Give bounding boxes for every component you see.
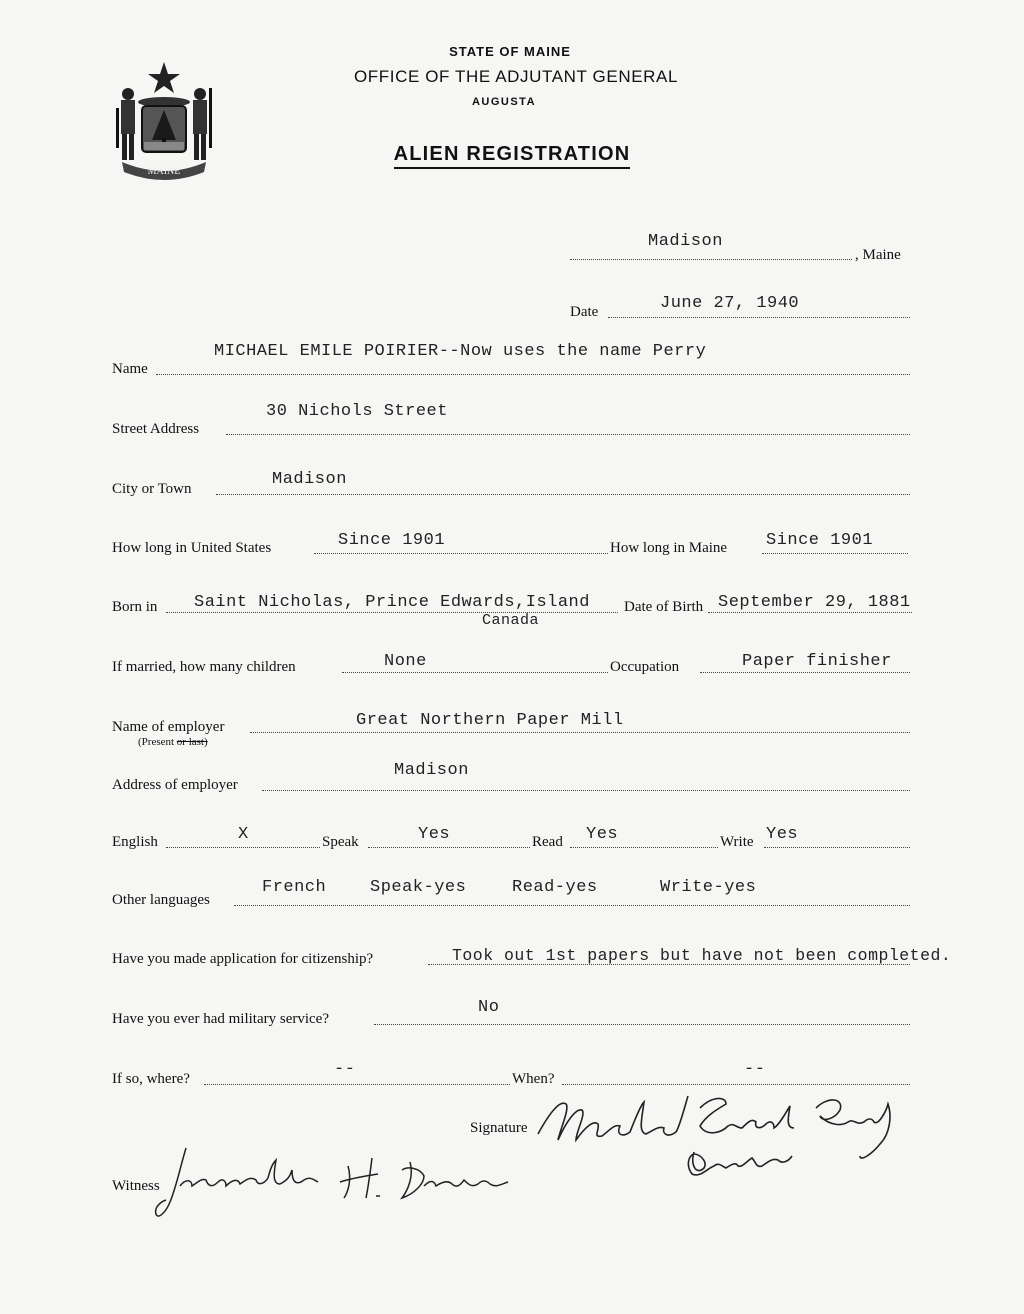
when-value: -- <box>744 1060 766 1079</box>
when-label: When? <box>512 1071 555 1087</box>
us-value: Since 1901 <box>338 531 446 550</box>
employer-label: Name of employer <box>112 719 225 735</box>
city-value: Madison <box>272 470 347 489</box>
children-line <box>342 672 608 673</box>
other-lang-value: French <box>262 878 327 897</box>
born-line <box>166 612 618 613</box>
military-line <box>374 1024 910 1025</box>
maine-label: How long in Maine <box>610 540 728 556</box>
read-value: Yes <box>586 825 619 844</box>
other-lang-read: Read-yes <box>512 878 598 897</box>
emp-address-line <box>262 790 910 791</box>
write-label: Write <box>720 834 754 850</box>
street-label: Street Address <box>112 421 200 437</box>
svg-text:MAINE: MAINE <box>147 166 181 177</box>
military-value: No <box>478 998 500 1017</box>
children-value: None <box>384 652 427 671</box>
write-value: Yes <box>766 825 799 844</box>
other-lang-label: Other languages <box>112 892 210 908</box>
citizenship-label: Have you made application for citizenship? <box>112 951 374 967</box>
name-label: Name <box>112 361 148 377</box>
dob-value: September 29, 1881 <box>718 593 911 612</box>
us-label: How long in United States <box>112 540 272 556</box>
occupation-value: Paper finisher <box>742 652 892 671</box>
city-label: City or Town <box>112 481 192 497</box>
employer-sublabel-struck: or last) <box>176 736 208 748</box>
date-line <box>608 317 910 318</box>
citizenship-value: Took out 1st papers but have not been completed. <box>452 946 952 965</box>
us-line <box>314 553 608 554</box>
witness-label: Witness <box>112 1178 160 1194</box>
place-value: Madison <box>648 232 723 251</box>
where-label: If so, where? <box>112 1071 190 1087</box>
where-value: -- <box>334 1060 356 1079</box>
dob-label: Date of Birth <box>624 599 704 615</box>
place-suffix: , Maine <box>855 247 901 263</box>
english-label: English <box>112 834 158 850</box>
emp-address-value: Madison <box>394 761 469 780</box>
header-state: STATE OF MAINE <box>449 44 571 59</box>
speak-label: Speak <box>322 834 359 850</box>
employer-sublabel: (Present or last) <box>138 736 208 748</box>
header-city: AUGUSTA <box>471 96 537 108</box>
english-line <box>166 847 320 848</box>
other-lang-line <box>234 905 910 906</box>
employer-value: Great Northern Paper Mill <box>356 711 624 730</box>
emp-address-label: Address of employer <box>112 777 238 793</box>
date-value: June 27, 1940 <box>660 294 800 313</box>
speak-line <box>368 847 530 848</box>
street-value: 30 Nichols Street <box>266 402 448 421</box>
city-line <box>216 494 910 495</box>
military-label: Have you ever had military service? <box>112 1011 329 1027</box>
born-label: Born in <box>112 599 158 615</box>
read-line <box>570 847 718 848</box>
born-value-country: Canada <box>482 612 540 629</box>
occupation-line <box>700 672 910 673</box>
write-line <box>764 847 910 848</box>
speak-value: Yes <box>418 825 451 844</box>
maine-value: Since 1901 <box>766 531 874 550</box>
english-value: X <box>238 825 249 844</box>
date-label: Date <box>570 304 599 320</box>
form-title: ALIEN REGISTRATION <box>0 143 1024 166</box>
signature-handwriting <box>530 1082 914 1192</box>
name-line <box>156 374 910 375</box>
witness-handwriting <box>152 1140 572 1226</box>
children-label: If married, how many children <box>112 659 296 675</box>
other-lang-speak: Speak-yes <box>370 878 467 897</box>
place-line <box>570 259 852 260</box>
header-office: OFFICE OF THE ADJUTANT GENERAL <box>353 67 679 86</box>
signature-label: Signature <box>470 1120 528 1136</box>
maine-line <box>762 553 908 554</box>
name-value: MICHAEL EMILE POIRIER--Now uses the name Perry <box>214 342 707 361</box>
occupation-label: Occupation <box>610 659 680 675</box>
read-label: Read <box>532 834 563 850</box>
where-line <box>204 1084 510 1085</box>
dob-line <box>708 612 912 613</box>
street-line <box>226 434 910 435</box>
other-lang-write: Write-yes <box>660 878 757 897</box>
born-value: Saint Nicholas, Prince Edwards,Island <box>194 593 590 612</box>
employer-line <box>250 732 910 733</box>
